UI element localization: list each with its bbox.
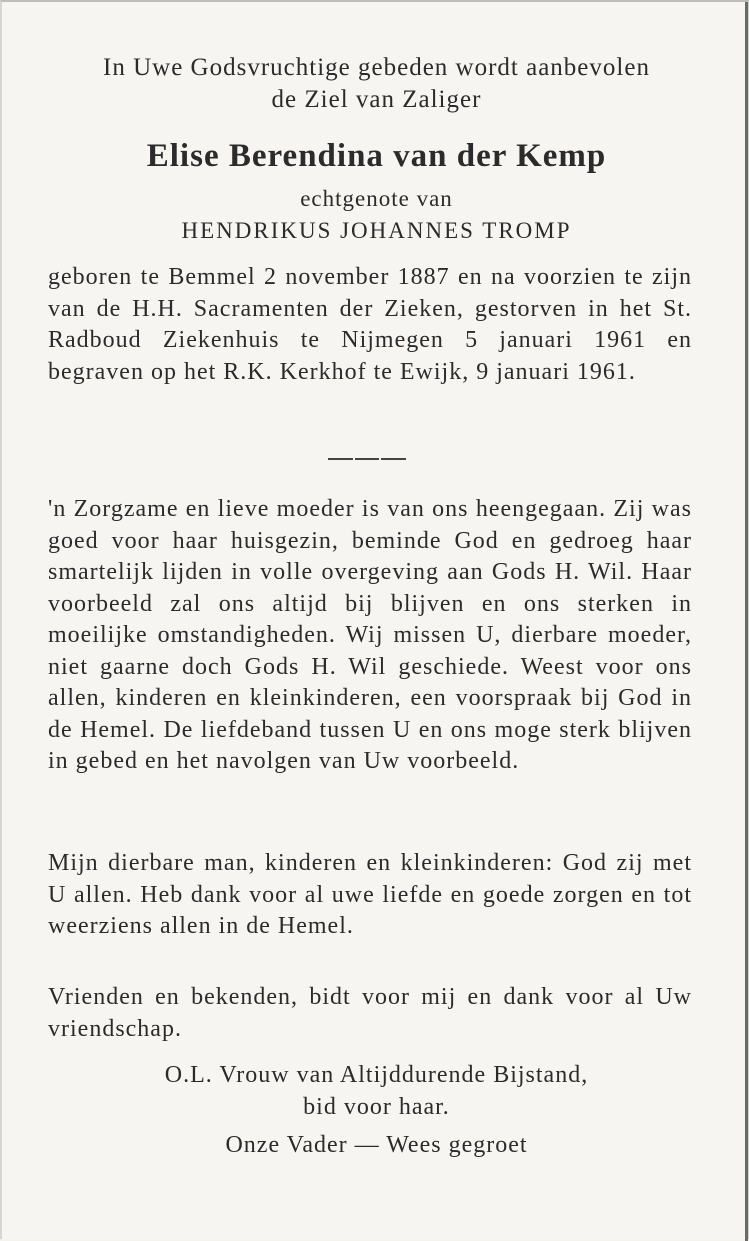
invocation-line-2: bid voor haar.	[303, 1094, 450, 1120]
memorial-paragraph-1: 'n Zorgzame en lieve moeder is van ons heengegaan. Zij was goed voor haar huisgezin, beminde God en gedroeg haar smartelijk lijden in volle overgeving aan Gods H. Wil. Haar voorbeeld zal ons altijd bij blijven en ons sterken in moeilijke omstandigheden. Wij missen U, dierbare moeder, niet gaarne doch Gods H. Wil geschiede. Weest voor ons allen, kinderen en kleinkinderen, een voorspraak bij God in de Hemel. De liefdeband tussen U en ons moge sterk blijven in gebed en het navolgen van Uw voorbeeld.	[48, 496, 692, 774]
invocation-line-1: O.L. Vrouw van Altijddurende Bijstand,	[164, 1062, 589, 1088]
spouse-intro: echtgenote van	[300, 186, 453, 211]
closing-prayers: Onze Vader — Wees gegroet	[225, 1132, 528, 1158]
section-divider	[328, 458, 406, 460]
header-line-1: In Uwe Godsvruchtige gebeden wordt aanbevolen	[103, 54, 650, 81]
spouse-name: HENDRIKUS JOHANNES TROMP	[181, 218, 572, 243]
memorial-paragraph-3: Vrienden en bekenden, bidt voor mij en dank voor al Uw vriendschap.	[48, 984, 692, 1042]
deceased-name: Elise Berendina van der Kemp	[146, 138, 607, 174]
biography-text: geboren te Bemmel 2 november 1887 en na voorzien te zijn van de H.H. Sacramenten der Zieken, gestorven in het St. Radboud Ziekenhuis te Nijmegen 5 januari 1961 en begraven op het R.K. Kerkhof te Ewijk, 9 januari 1961.	[48, 264, 692, 385]
header-line-2: de Ziel van Zaliger	[271, 86, 482, 113]
memorial-paragraph-2: Mijn dierbare man, kinderen en kleinkinderen: God zij met U allen. Heb dank voor al uwe liefde en goede zorgen en tot weerziens allen in de Hemel.	[48, 850, 692, 939]
